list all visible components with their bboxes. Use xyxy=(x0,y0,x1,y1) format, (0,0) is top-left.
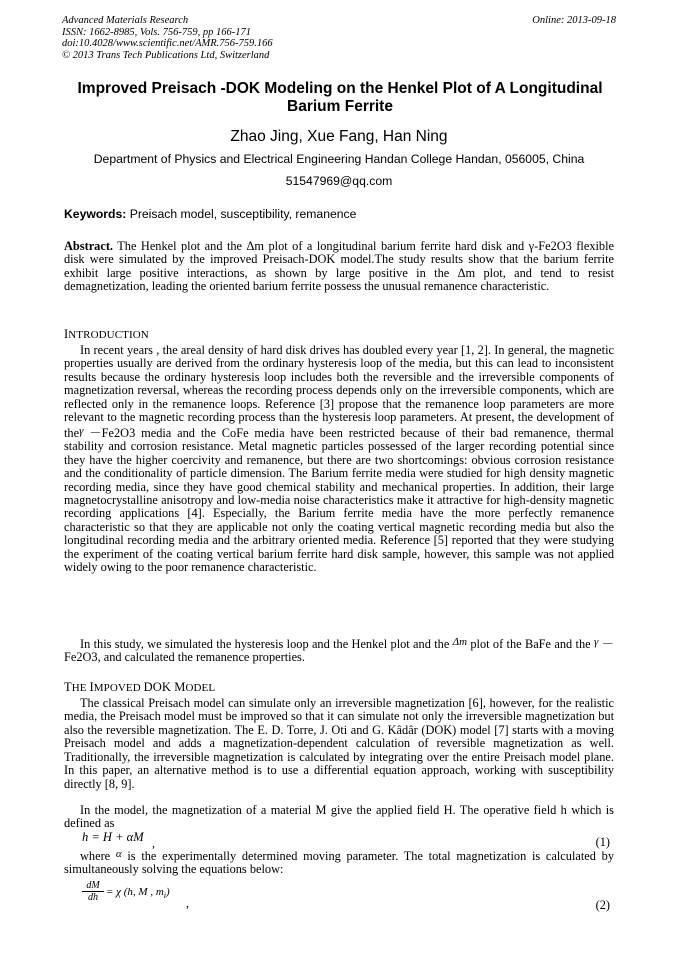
intro-p2-part-b: plot of the BaFe and the xyxy=(467,637,594,651)
section-heading-model xyxy=(64,680,215,695)
intro-paragraph-2 xyxy=(64,636,614,665)
intro-p1-part-a: In recent years , the areal density of hard disk drives has doubled every year [1, 2]. In general, the magnetic properties usually are derived from the ordinary hysteresis loop of the media, but this can lead to inconsistent results because the ordinary hysteresis loop includes both the reversible and the irreversible components of magnetization reversal, whereas the recording process depends only on the irreversible components, which are reflected only in the remanence loops. Reference [3] propose that the remanence loop parameters are more relevant to the magnetic recording process than the hysteresis loop parameters. At present, the development of the xyxy=(64,343,614,440)
fraction-denominator: dh xyxy=(88,892,98,903)
email: 51547969@qq.com xyxy=(285,174,393,188)
keywords-label: Keywords: xyxy=(64,207,127,221)
section-part: ODEL xyxy=(185,682,216,694)
abstract-label: Abstract. xyxy=(64,239,114,253)
fraction-numerator: dM xyxy=(82,880,104,892)
paper-title: Improved Preisach -DOK Modeling on the Henkel Plot of A Longitudinal Barium Ferrite xyxy=(77,80,603,115)
section-rest: NTRODUCTION xyxy=(68,329,149,341)
equation-2-number: (2) xyxy=(595,898,610,912)
equation-2-fraction xyxy=(82,880,104,903)
gamma-symbol: γ xyxy=(593,636,599,648)
eq2-subscript: i xyxy=(163,891,167,901)
issn-line: ISSN: 1662-8985, Vols. 756-759, pp 166-171 xyxy=(62,26,251,38)
alpha-symbol: α xyxy=(115,848,122,860)
journal-header xyxy=(62,15,616,61)
copyright-line: © 2013 Trans Tech Publications Ltd, Switzerland xyxy=(62,49,270,61)
equation-2-rhs xyxy=(106,886,170,900)
intro-p1-part-b: －Fe2O3 media and the CoFe media have been restricted because of their bad remanence, thermal stability and corrosion resistance. Metal magnetic particles possessed of the larger recording potential since they have the higher coercivity and remanence, but there are two shortcomings: obvious corrosion resistance and the conditionality of particle dimension. The Barium ferrite media were studied for high density magnetic recording media, since they have good chemical stability and mechanical properties. In addition, their large magnetocrystalline anisotropy and low-media noise characteristics make it attractive for high-density magnetic recording applications [4]. Especially, the Barium ferrite media have the more perfectly remanence characteristic so that they are applicable not only the coating vertical magnetic recording media but also the longitudinal recording media and the arbitrary oriented media. Reference [5] reported that they were studying the experiment of the coating vertical barium ferrite hard disk sample, however, this sample was not applied widely owing to the poor remanence characteristic. xyxy=(64,425,614,575)
keywords xyxy=(64,207,616,221)
section-part: HE xyxy=(71,682,90,694)
section-initial: I xyxy=(64,327,69,341)
equation-2-comma: , xyxy=(186,896,189,910)
intro-paragraph-1 xyxy=(64,344,614,575)
section-initial: T xyxy=(64,680,72,694)
authors: Zhao Jing, Xue Fang, Han Ning xyxy=(230,128,448,145)
model-p3-part-a: where xyxy=(80,849,116,863)
model-p3-part-b: is the experimentally determined moving parameter. The total magnetization is calculated by simultaneously solving the equations below: xyxy=(64,849,614,877)
equation-1-comma: , xyxy=(152,836,155,850)
eq2-rhs-text: = χ (h, M , m xyxy=(106,886,164,898)
gamma-symbol: γ xyxy=(79,424,84,437)
intro-p2-part-c: －Fe2O3, and calculated the remanence properties. xyxy=(64,637,614,665)
affiliation: Department of Physics and Electrical Engineering Handan College Handan, 056005, China xyxy=(93,152,585,166)
section-part: DOK M xyxy=(143,680,186,694)
equation-1-number: (1) xyxy=(595,835,610,849)
abstract-text: The Henkel plot and the Δm plot of a longitudinal barium ferrite hard disk and γ-Fe2O3 flexible disk were simulated by the improved Preisach-DOK model.The study results show that the barium ferrite exhibit large positive interactions, as shown by large positive in the Δm plot, and tend to resist demagnetization, leading the oriented barium ferrite possess the unusual remanence characteristic. xyxy=(64,239,614,294)
journal-name: Advanced Materials Research xyxy=(62,15,189,26)
abstract xyxy=(64,240,614,294)
online-date: Online: 2013-09-18 xyxy=(532,15,616,26)
doi-line: doi:10.4028/www.scientific.net/AMR.756-759.166 xyxy=(62,38,273,50)
intro-p2-part-a: In this study, we simulated the hysteresis loop and the Henkel plot and the xyxy=(80,637,453,651)
equation-1: h = H + αM xyxy=(82,830,144,844)
keywords-text: Preisach model, susceptibility, remanence xyxy=(126,207,357,221)
model-paragraph-1: The classical Preisach model can simulate only an irreversible magnetization [6], however, for the realistic media, the Preisach model must be improved so that it can simulate not only the irreversible magnetization but also the reversible magnetization. The E. D. Torre, J. Oti and G. Kâdâr (DOK) model [7] starts with a moving Preisach model and adds a magnetization-dependent calculation of reversible magnetization as well. Traditionally, the irreversible magnetization is calculated by integrating over the entire Preisach model plane. In this paper, an alternative method is to use a differential equation approach, working with susceptibility directly [8, 9]. xyxy=(64,696,614,791)
delta-m-symbol: Δm xyxy=(452,636,468,648)
section-heading-introduction xyxy=(64,327,149,342)
model-paragraph-2: In the model, the magnetization of a material M give the applied field H. The operative field h which is defined as xyxy=(64,803,614,831)
model-paragraph-3 xyxy=(64,848,614,877)
eq2-close: ) xyxy=(166,886,170,898)
section-initial: I xyxy=(89,680,94,694)
section-part: MPOVED xyxy=(93,682,144,694)
